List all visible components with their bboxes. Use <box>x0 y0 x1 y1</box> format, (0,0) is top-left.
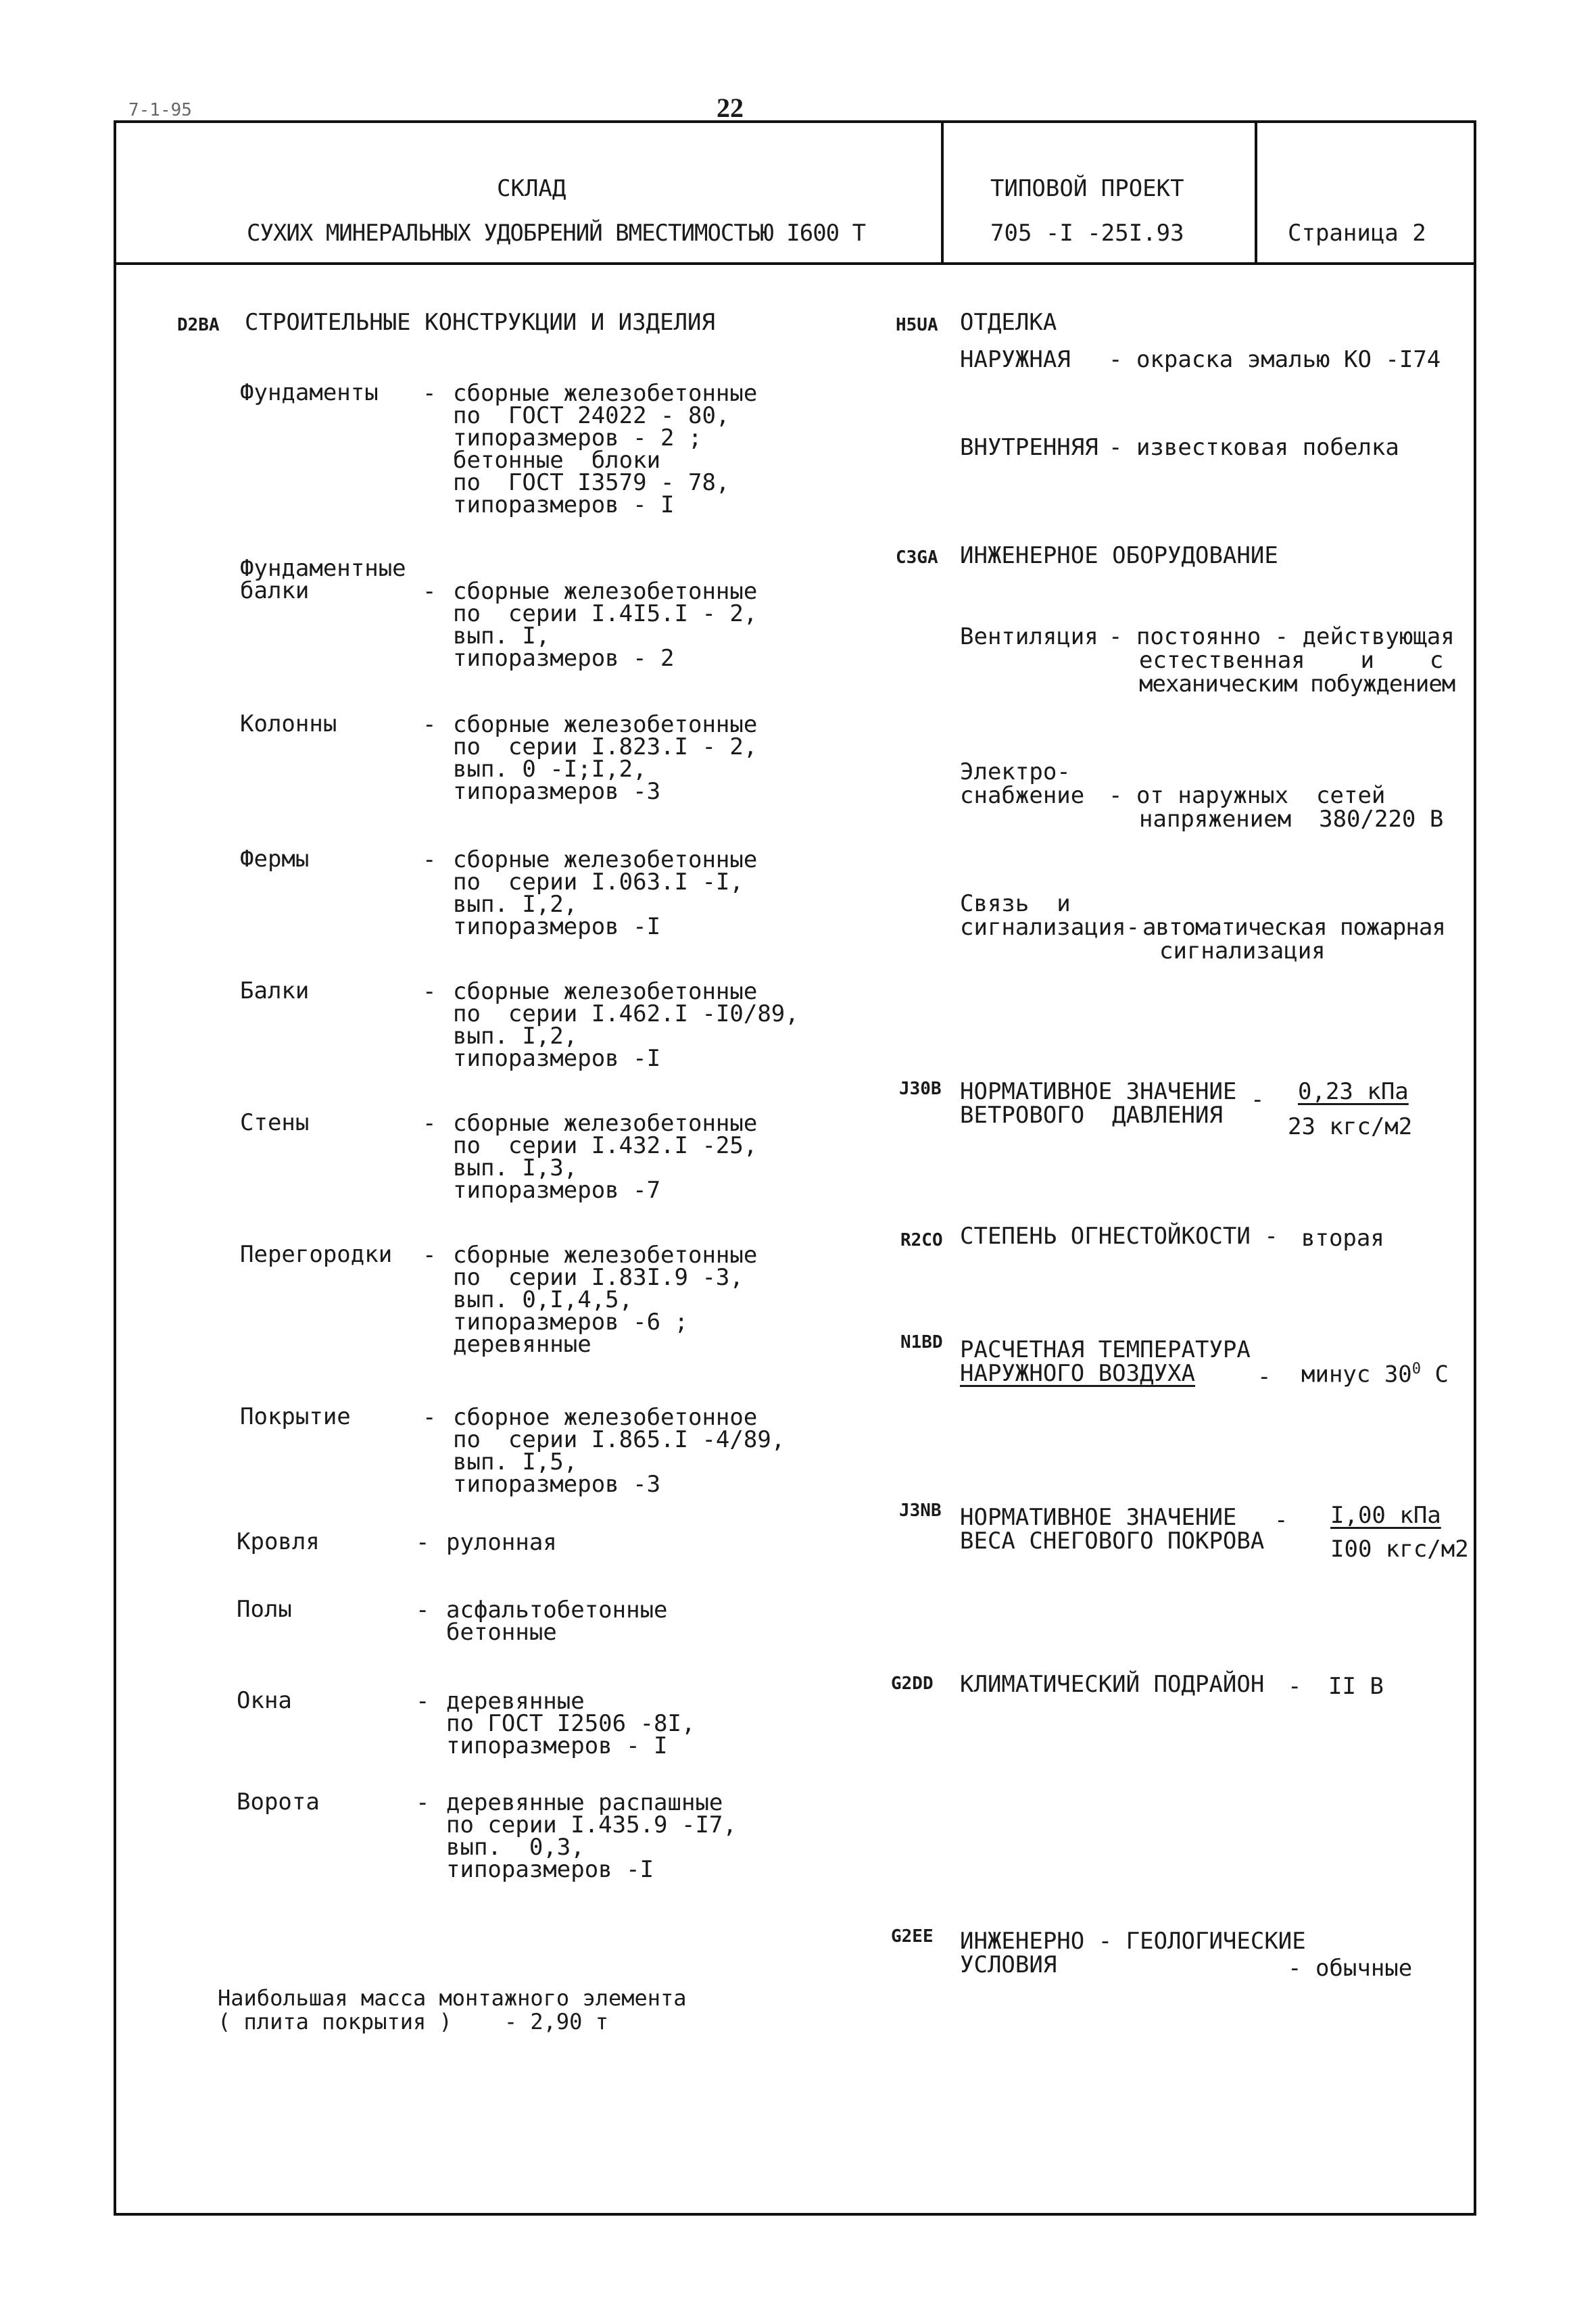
wind-value-top: 0,23 кПа <box>1298 1078 1409 1105</box>
left-item-dash: - <box>416 1688 430 1715</box>
left-item-line: бетонные <box>446 1619 557 1646</box>
geo-value: - обычные <box>1288 1955 1413 1982</box>
climate-value: II В <box>1328 1673 1384 1700</box>
left-item-line: по серии I.823.I - 2, <box>453 733 758 760</box>
left-item-line: асфальтобетонные <box>446 1597 668 1624</box>
comm-label1: Связь и <box>960 890 1071 917</box>
left-item-line: по серии I.462.I -I0/89, <box>453 1000 799 1027</box>
left-item-dash: - <box>422 1110 437 1137</box>
left-item-line: типоразмеров - 2 <box>453 645 675 672</box>
temp-number: минус 30 <box>1301 1361 1412 1388</box>
left-item-label: Фундаменты <box>240 379 379 406</box>
vent-line1: - постоянно - действующая <box>1109 623 1455 650</box>
snow-dash: - <box>1274 1507 1288 1534</box>
header-col-divider-2 <box>1255 120 1257 264</box>
vent-label: Вентиляция <box>960 623 1098 650</box>
header-divider <box>114 262 1476 265</box>
left-item-line: вып. 0,I,4,5, <box>453 1286 633 1313</box>
left-item-line: по ГОСТ I2506 -8I, <box>446 1710 696 1737</box>
header-title-line2: СУХИХ МИНЕРАЛЬНЫХ УДОБРЕНИЙ ВМЕСТИМОСТЬЮ I600 Т <box>247 220 866 247</box>
finish-outer-value: - окраска эмалью КО -I74 <box>1109 346 1441 373</box>
footer-line2: ( плита покрытия ) - 2,90 т <box>218 2009 608 2034</box>
left-item-line: типоразмеров -I <box>446 1856 654 1883</box>
snow-code: J3NB <box>899 1501 942 1521</box>
temp-value <box>1301 1362 1449 1386</box>
left-item-line: вып. I,5, <box>453 1448 578 1476</box>
left-item-line: типоразмеров -I <box>453 1045 661 1072</box>
vent-line2: естественная и с <box>1139 647 1444 674</box>
left-item-line: по серии I.063.I -I, <box>453 869 744 896</box>
left-item-label: Полы <box>237 1596 292 1623</box>
left-item-dash: - <box>422 846 437 873</box>
page-number: 22 <box>717 93 744 123</box>
snow-value-bottom: I00 кгс/м2 <box>1330 1536 1469 1563</box>
wind-value-bottom: 23 кгс/м2 <box>1288 1113 1413 1140</box>
left-section-heading: СТРОИТЕЛЬНЫЕ КОНСТРУКЦИИ И ИЗДЕЛИЯ <box>245 309 715 336</box>
wind-dash: - <box>1251 1086 1265 1113</box>
left-item-label: Ворота <box>237 1788 320 1816</box>
left-item-line: типоразмеров - I <box>453 491 675 518</box>
left-item-line: по серии I.4I5.I - 2, <box>453 600 758 627</box>
left-item-label: Окна <box>237 1687 292 1714</box>
temp-code: N1BD <box>900 1332 943 1353</box>
finish-inner-value: - известковая побелка <box>1109 434 1399 461</box>
left-item-line: вып. 0,3, <box>446 1834 585 1861</box>
header-project-number: 705 -I -25I.93 <box>990 220 1184 247</box>
temp-unit: С <box>1421 1361 1449 1388</box>
left-item-line: по серии I.83I.9 -3, <box>453 1264 744 1291</box>
temp-label2: НАРУЖНОГО ВОЗДУХА <box>960 1360 1195 1387</box>
fire-label: СТЕПЕНЬ ОГНЕСТОЙКОСТИ - <box>960 1223 1278 1250</box>
left-item-label: Балки <box>240 977 310 1004</box>
degree-sign: 0 <box>1411 1361 1422 1378</box>
geo-code: G2EE <box>891 1926 934 1947</box>
finish-heading: ОТДЕЛКА <box>960 309 1057 336</box>
header-page-label: Страница 2 <box>1288 220 1426 247</box>
climate-code: G2DD <box>891 1674 934 1694</box>
wind-label2: ВЕТРОВОГО ДАВЛЕНИЯ <box>960 1102 1223 1129</box>
left-section-code: D2BA <box>177 315 220 335</box>
left-item-line: деревянные <box>453 1331 591 1358</box>
left-item-line: типоразмеров - I <box>446 1732 668 1759</box>
left-item-dash: - <box>422 711 437 738</box>
power-line1: - от наружных сетей <box>1109 782 1386 809</box>
climate-dash: - <box>1288 1673 1302 1700</box>
left-item-line: бетонные блоки <box>453 447 661 474</box>
snow-label1: НОРМАТИВНОЕ ЗНАЧЕНИЕ <box>960 1504 1237 1531</box>
equipment-code: C3GA <box>896 547 938 568</box>
left-item-line: по ГОСТ 24022 - 80, <box>453 402 730 429</box>
left-item-line: типоразмеров -3 <box>453 778 661 805</box>
left-item-line: типоразмеров -7 <box>453 1177 661 1204</box>
temp-dash: - <box>1257 1363 1272 1390</box>
left-item-label: Колонны <box>240 710 337 737</box>
climate-label: КЛИМАТИЧЕСКИЙ ПОДРАЙОН <box>960 1671 1265 1698</box>
left-item-label: Покрытие <box>240 1403 351 1430</box>
temp-label1: РАСЧЕТНАЯ ТЕМПЕРАТУРА <box>960 1336 1251 1363</box>
left-item-line: сборные железобетонные <box>453 380 758 407</box>
left-item-dash: - <box>416 1597 430 1624</box>
left-item-line: деревянные <box>446 1688 585 1715</box>
left-item-line: сборные железобетонные <box>453 578 758 605</box>
comm-line2: сигнализация <box>1159 937 1326 965</box>
left-item-label: Стены <box>240 1109 310 1136</box>
left-item-line: деревянные распашные <box>446 1789 723 1816</box>
comm-label2: сигнализация- <box>960 914 1140 941</box>
left-item-line: сборные железобетонные <box>453 1242 758 1269</box>
left-item-line: рулонная <box>446 1529 557 1556</box>
left-item-dash: - <box>422 1242 437 1269</box>
equipment-heading: ИНЖЕНЕРНОЕ ОБОРУДОВАНИЕ <box>960 542 1278 569</box>
left-item-line: типоразмеров -6 ; <box>453 1309 688 1336</box>
power-label2: снабжение <box>960 782 1085 809</box>
left-item-line: вып. I,2, <box>453 1023 578 1050</box>
left-item-line: по ГОСТ I3579 - 78, <box>453 469 730 496</box>
left-item-label: Фермы <box>240 846 310 873</box>
footer-line1: Наибольшая масса монтажного элемента <box>218 1985 687 2011</box>
comm-line1: автоматическая пожарная <box>1142 914 1445 941</box>
header-col-divider-1 <box>941 120 944 264</box>
power-line2: напряжением 380/220 В <box>1139 806 1444 833</box>
left-item-line: вып. I,2, <box>453 891 578 918</box>
left-item-line: вып. I,3, <box>453 1154 578 1181</box>
left-item-line: по серии I.865.I -4/89, <box>453 1426 785 1453</box>
left-item-line: сборные железобетонные <box>453 846 758 873</box>
finish-code: H5UA <box>896 315 938 335</box>
snow-label2: ВЕСА СНЕГОВОГО ПОКРОВА <box>960 1528 1265 1555</box>
left-item-dash: - <box>422 380 437 407</box>
left-item-line: типоразмеров -I <box>453 913 661 940</box>
geo-label1: ИНЖЕНЕРНО - ГЕОЛОГИЧЕСКИЕ <box>960 1928 1306 1955</box>
left-item-line: по серии I.435.9 -I7, <box>446 1811 737 1838</box>
left-item-line: сборные железобетонные <box>453 1110 758 1137</box>
left-item-dash: - <box>422 578 437 605</box>
fire-value: вторая <box>1301 1225 1384 1252</box>
page-mark: 7-1-95 <box>128 100 192 120</box>
vent-line3: механическим побуждением <box>1139 671 1455 698</box>
fire-code: R2CO <box>900 1230 943 1250</box>
left-item-line: сборное железобетонное <box>453 1404 758 1431</box>
left-item-line: по серии I.432.I -25, <box>453 1132 758 1159</box>
header-project-label: ТИПОВОЙ ПРОЕКТ <box>990 175 1184 202</box>
finish-inner-label: ВНУТРЕННЯЯ <box>960 434 1098 461</box>
geo-label2: УСЛОВИЯ <box>960 1951 1057 1978</box>
left-item-line: сборные железобетонные <box>453 978 758 1005</box>
wind-label1: НОРМАТИВНОЕ ЗНАЧЕНИЕ <box>960 1078 1237 1105</box>
left-item-line: сборные железобетонные <box>453 711 758 738</box>
power-label1: Электро- <box>960 758 1071 785</box>
finish-outer-label: НАРУЖНАЯ <box>960 346 1071 373</box>
left-item-line: вып. 0 -I;I,2, <box>453 756 647 783</box>
left-item-line: типоразмеров -3 <box>453 1471 661 1498</box>
left-item-label: Фундаментные балки <box>240 555 406 604</box>
left-item-label: Перегородки <box>240 1241 393 1268</box>
wind-code: J30B <box>899 1079 942 1099</box>
left-item-line: вып. I, <box>453 623 550 650</box>
left-item-dash: - <box>422 978 437 1005</box>
header-title-line1: СКЛАД <box>497 175 566 202</box>
left-item-label: Кровля <box>237 1528 320 1555</box>
left-item-dash: - <box>416 1529 430 1556</box>
left-item-dash: - <box>422 1404 437 1431</box>
left-item-dash: - <box>416 1789 430 1816</box>
snow-value-top: I,00 кПа <box>1330 1502 1441 1529</box>
left-item-line: типоразмеров - 2 ; <box>453 424 702 452</box>
